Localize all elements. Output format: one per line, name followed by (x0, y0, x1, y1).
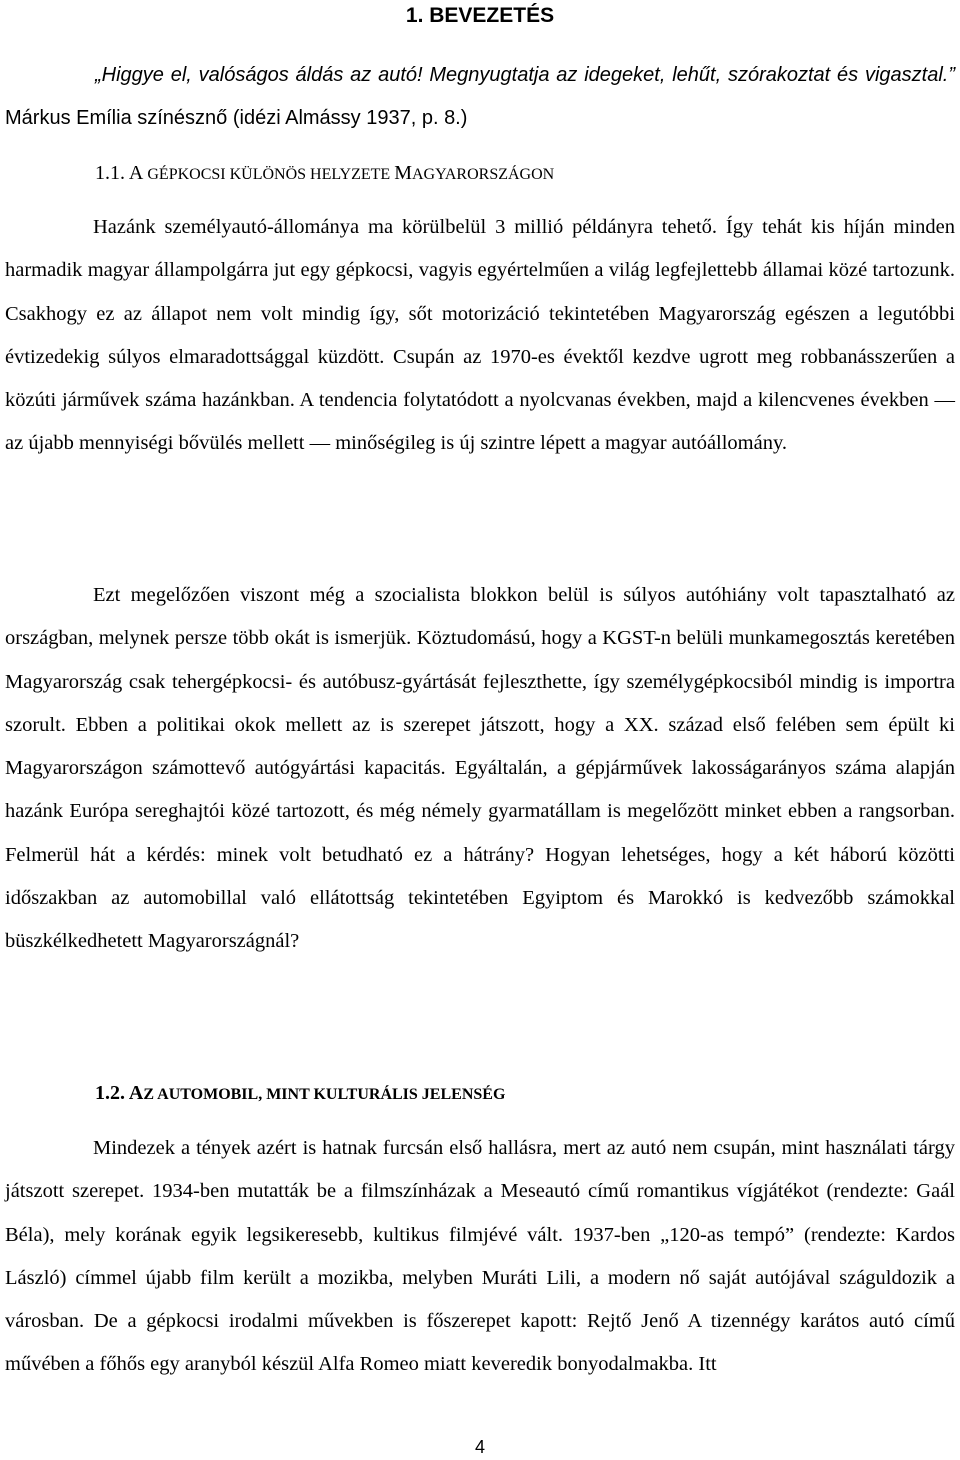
section-heading-1-2 (95, 1082, 505, 1105)
section-number: 1.2. (95, 1082, 125, 1104)
section-title-small: Z AUTOMOBIL, MINT KULTURÁLIS JELENSÉG (143, 1086, 506, 1103)
section-title-cap: A (128, 1082, 144, 1104)
motto-quote: „Higgye el, valóságos áldás az autó! Megnyugtatja az idegeket, lehűt, szórakoztat és vigasztal.” (95, 64, 955, 86)
section-heading-1-1 (95, 162, 554, 185)
paragraph: Hazánk személyautó-állománya ma körülbelül 3 millió példányra tehető. Így tehát kis híján minden harmadik magyar állampolgárra jut egy gépkocsi, vagyis egyértelműen a világ legfejlettebb államai közé tartozunk. Csakhogy ez az állapot nem volt mindig így, sőt motorizáció tekintetében Magyarország egészen a legutóbbi évtizedekig súlyos elmaradottsággal küzdött. Csupán az 1970-es évektől kezdve ugrott meg robbanásszerűen a közúti járművek száma hazánkban. A tendencia folytatódott a nyolcvanas években, majd a kilencvenes években ― az újabb mennyiségi bővülés mellett ― minőségileg is új szintre lépett a magyar autóállomány. (5, 216, 955, 455)
section-title-cap2: M (394, 162, 412, 184)
motto-attribution: Márkus Emília színésznő (idézi Almássy 1937, p. 8.) (5, 107, 468, 129)
chapter-title: 1. BEVEZETÉS (405, 4, 555, 27)
section-number: 1.1. (95, 162, 125, 184)
motto (5, 54, 955, 140)
section-title-small2: AGYARORSZÁGON (411, 166, 555, 183)
paragraph: Mindezek a tények azért is hatnak furcsán első hallásra, mert az autó nem csupán, mint használati tárgy játszott szerepet. 1934-ben mutatták be a filmszínházak a Meseautó című romantikus vígjátékot (rendezte: Gaál Béla), mely korának egyik legsikeresebb, kultikus filmjévé vált. 1937-ben „120-as tempó” (rendezte: Kardos László) címmel újabb film került a mozikba, melyben Muráti Lili, a modern nő saját autójával száguldozik a városban. De a gépkocsi irodalmi művekben is főszerepet kapott: Rejtő Jenő A tizennégy karátos autó című művében a főhős egy aranyból készül Alfa Romeo miatt keveredik bonyodalmakba. Itt (5, 1137, 955, 1376)
section-title-cap: A (128, 162, 144, 184)
section-title-small: GÉPKOCSI KÜLÖNÖS HELYZETE (143, 166, 395, 183)
page-number: 4 (474, 1437, 485, 1457)
paragraph: Ezt megelőzően viszont még a szocialista blokkon belül is súlyos autóhiány volt tapasztalható az országban, melynek persze több okát is ismerjük. Köztudomású, hogy a KGST-n belüli munkamegosztás keretében Magyarország csak tehergépkocsi- és autóbusz-gyártását fejleszthette, így személygépkocsiból mindig is importra szorult. Ebben a politikai okok mellett az is szerepet játszott, hogy a XX. század első felében sem épült ki Magyarországon számottevő autógyártási kapacitás. Egyáltalán, a gépjárművek lakosságarányos száma alapján hazánk Európa sereghajtói közé tartozott, és még némely gyarmatállam is megelőzött minket ebben a rangsorban. Felmerül hát a kérdés: minek volt betudható ez a hátrány? Hogyan lehetséges, hogy a két háború közötti időszakban az automobillal való ellátottság tekintetében Egyiptom és Marokkó is kedvezőbb számokkal büszkélkedhetett Magyarországnál? (5, 584, 955, 953)
